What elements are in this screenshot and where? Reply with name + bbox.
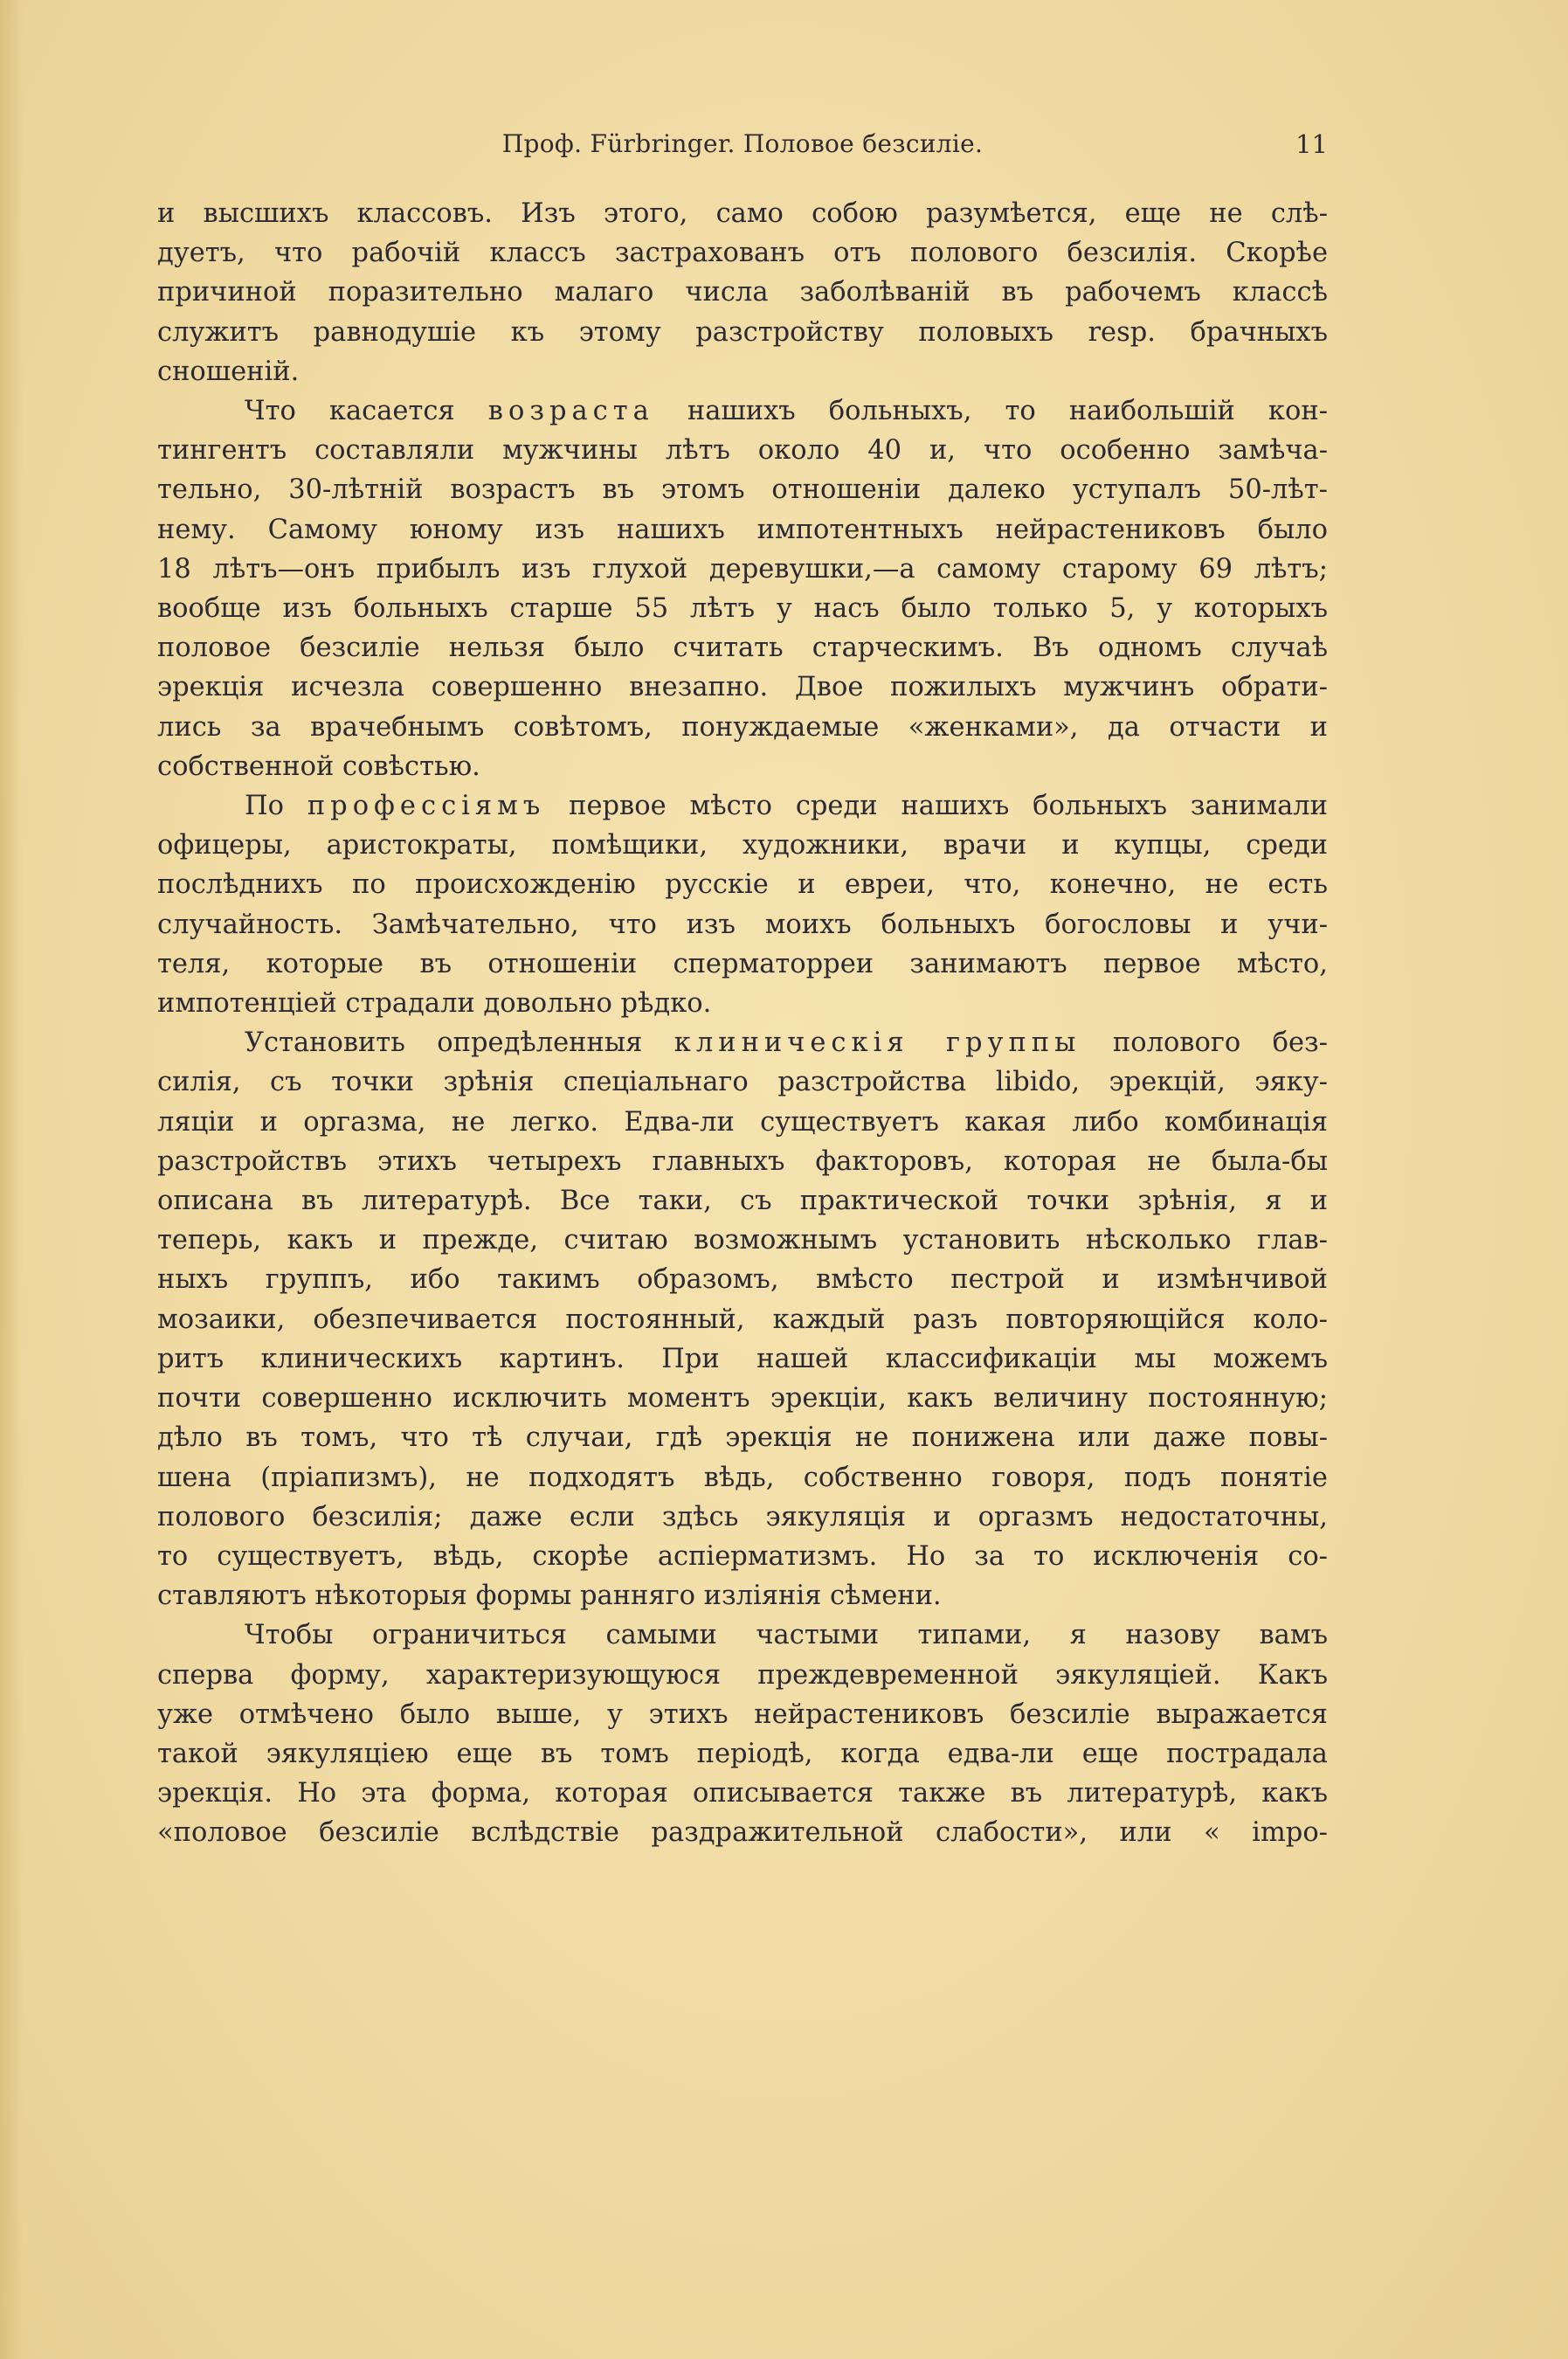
text-run: Чтобы ограничиться самыми частыми типами, я назову вамъ [245, 1620, 1328, 1651]
text-line: собственной совѣстью. [157, 751, 480, 782]
text-line: сперва форму, характеризующуюся преждевременной эякуляціей. Какъ [157, 1659, 1328, 1691]
text-line: описана въ литературѣ. Все таки, съ практической точки зрѣнія, я и [157, 1186, 1328, 1217]
text-line: дуетъ, что рабочій классъ застрахованъ отъ полового безсилія. Скорѣе [157, 238, 1328, 269]
page-number: 11 [1295, 129, 1328, 159]
text-line: эрекція. Но эта форма, которая описывается также въ литературѣ, какъ [157, 1778, 1328, 1809]
text-line: теля, которые въ отношеніи сперматорреи занимаютъ первое мѣсто, [157, 948, 1328, 979]
text-line: случайность. Замѣчательно, что изъ моихъ больныхъ богословы и учи- [157, 909, 1328, 940]
text-line: вообще изъ больныхъ старше 55 лѣтъ у насъ было только 5, у которыхъ [157, 593, 1328, 625]
text-line: шена (пріапизмъ), не подходятъ вѣдь, собственно говоря, подъ понятіе [157, 1462, 1328, 1493]
text-run: полового без- [1081, 1027, 1328, 1059]
text-line: разстройствъ этихъ четырехъ главныхъ факторовъ, которая не была-бы [157, 1145, 1328, 1177]
text-line: то существуетъ, вѣдь, скорѣе аспіерматизмъ. Но за то исключенія со- [157, 1540, 1328, 1572]
text-line: ныхъ группъ, ибо такимъ образомъ, вмѣсто пестрой и измѣнчивой [157, 1264, 1328, 1296]
paragraph-first-line [157, 1023, 1328, 1062]
text-line: сношеній. [157, 356, 300, 387]
text-line: импотенціей страдали довольно рѣдко. [157, 988, 712, 1020]
text-line: такой эякуляціею еще въ томъ періодѣ, когда едва-ли еще пострадала [157, 1738, 1328, 1769]
text-line: силія, съ точки зрѣнія спеціальнаго разстройства libido, эрекцій, эяку- [157, 1067, 1328, 1098]
text-line: «половое безсиліе вслѣдствіе раздражительной слабости», или « impo- [157, 1817, 1328, 1849]
text-line: послѣднихъ по происхожденію русскіе и евреи, что, конечно, не есть [157, 869, 1328, 901]
paragraph-first-line [157, 786, 1328, 826]
spaced-emphasis: возраста [487, 396, 654, 427]
text-run: По [245, 791, 307, 822]
paragraph-first-line [157, 391, 1328, 431]
text-line: мозаики, обезпечивается постоянный, каждый разъ повторяющійся коло- [157, 1304, 1328, 1335]
text-line: теперь, какъ и прежде, считаю возможнымъ установить нѣсколько глав- [157, 1225, 1328, 1256]
page-edge-shadow [0, 0, 23, 2359]
text-line: уже отмѣчено было выше, у этихъ нейрастениковъ безсиліе выражается [157, 1698, 1328, 1730]
spaced-emphasis: клиническія группы [673, 1027, 1081, 1059]
text-line: нему. Самому юному изъ нашихъ импотентныхъ нейрастениковъ было [157, 514, 1328, 545]
text-line: дѣло въ томъ, что тѣ случаи, гдѣ эрекція не понижена или даже повы- [157, 1422, 1328, 1454]
spaced-emphasis: профессіямъ [307, 791, 546, 822]
running-header [157, 129, 1328, 173]
text-line: эрекція исчезла совершенно внезапно. Двое пожилыхъ мужчинъ обрати- [157, 672, 1328, 703]
text-line: ставляютъ нѣкоторыя формы ранняго изліянія сѣмени. [157, 1581, 942, 1612]
text-line: ритъ клиническихъ картинъ. При нашей классификаціи мы можемъ [157, 1343, 1328, 1374]
text-line: и высшихъ классовъ. Изъ этого, само собою разумѣется, еще не слѣ- [157, 198, 1328, 229]
text-run: Установить опредѣленныя [245, 1027, 674, 1059]
text-line: служитъ равнодушіе къ этому разстройству половыхъ resp. брачныхъ [157, 316, 1328, 348]
paragraph-first-line [157, 1615, 1328, 1655]
text-line: половое безсиліе нельзя было считать старческимъ. Въ одномъ случаѣ [157, 633, 1328, 664]
text-line: причиной поразительно малаго числа заболѣваній въ рабочемъ классѣ [157, 277, 1328, 308]
body-text [157, 194, 1328, 1853]
running-title: Проф. Fürbringer. Половое безсиліе. [501, 129, 984, 158]
text-line: ляціи и оргазма, не легко. Едва-ли существуетъ какая либо комбинація [157, 1106, 1328, 1138]
text-line: лись за врачебнымъ совѣтомъ, понуждаемые «женками», да отчасти и [157, 711, 1328, 743]
text-line: 18 лѣтъ—онъ прибылъ изъ глухой деревушки,—а самому старому 69 лѣтъ; [157, 553, 1328, 585]
text-run: нашихъ больныхъ, то наибольшій кон- [653, 396, 1328, 427]
text-line: тельно, 30-лѣтній возрастъ въ этомъ отношеніи далеко уступалъ 50-лѣт- [157, 474, 1328, 506]
text-line: тингентъ составляли мужчины лѣтъ около 40 и, что особенно замѣча- [157, 435, 1328, 467]
text-run: первое мѣсто среди нашихъ больныхъ занимали [545, 791, 1328, 822]
text-line: офицеры, аристократы, помѣщики, художники, врачи и купцы, среди [157, 830, 1328, 861]
text-line: почти совершенно исключить моментъ эрекціи, какъ величину постоянную; [157, 1383, 1328, 1415]
text-run: Что касается [245, 396, 488, 427]
text-line: полового безсилія; даже если здѣсь эякуляція и оргазмъ недостаточны, [157, 1501, 1328, 1532]
